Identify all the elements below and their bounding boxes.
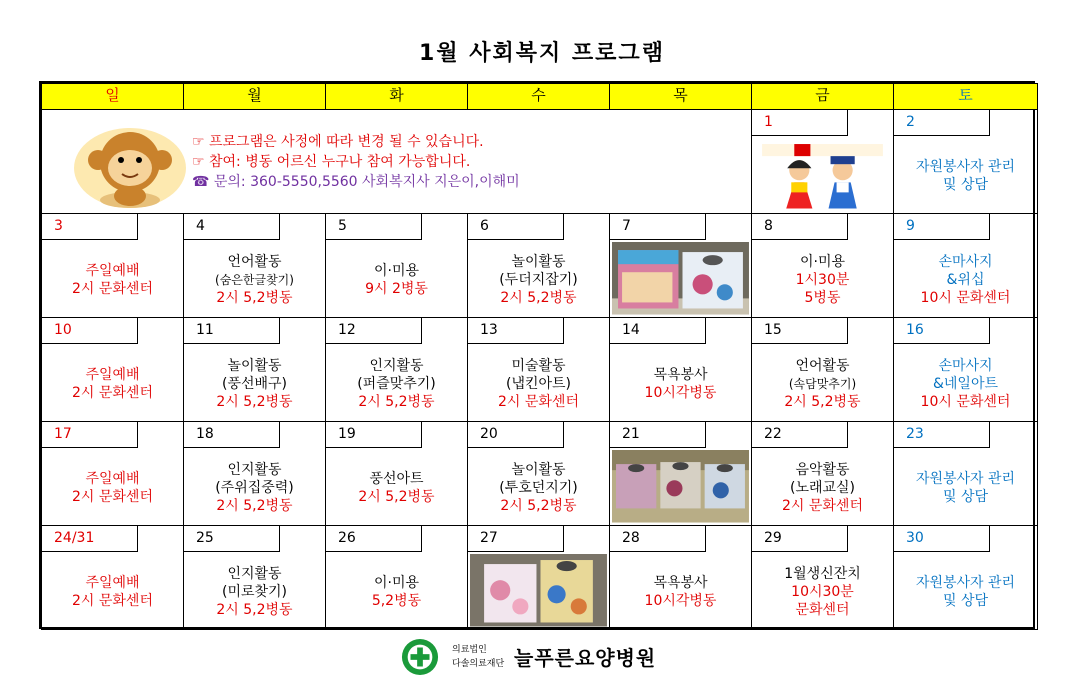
- weekday-sun: 일: [42, 84, 184, 110]
- activity-time: 2시 5,2병동: [216, 393, 293, 410]
- day-cell-1: [752, 110, 894, 214]
- activity-detail: (미로찾기): [221, 583, 288, 600]
- activity-time: 2시 문화센터: [782, 497, 863, 514]
- tissue-box-photo: [612, 450, 749, 523]
- activity-place: 5병동: [804, 289, 841, 306]
- activity-time: 2시 5,2병동: [358, 488, 435, 505]
- day-number: 12: [326, 318, 422, 344]
- day-number: 10: [42, 318, 138, 344]
- day-number: 25: [184, 526, 280, 552]
- activity: 주일예배: [85, 574, 140, 591]
- tissue-box-photo: [612, 242, 749, 315]
- day-number: 21: [610, 422, 706, 448]
- day-number: 20: [468, 422, 564, 448]
- day-cell-12: [326, 318, 468, 422]
- activity-time: 10시 문화센터: [920, 393, 1011, 410]
- day-cell-25: [184, 526, 326, 630]
- weekday-wed: 수: [468, 84, 610, 110]
- day-number: 9: [894, 214, 990, 240]
- activity: 음악활동: [795, 461, 850, 478]
- day-cell-26: [326, 526, 468, 630]
- footer-foundation: 다솔의료재단: [452, 659, 505, 669]
- day-cell-22: [752, 422, 894, 526]
- footer: [0, 632, 1084, 682]
- activity: 언어활동: [227, 253, 282, 270]
- notice-line-1: ☞ 프로그램은 사정에 따라 변경 될 수 있습니다.: [192, 134, 484, 150]
- day-cell-24-31: [42, 526, 184, 630]
- day-cell-18: [184, 422, 326, 526]
- calendar: [39, 81, 1035, 629]
- activity-time: 2시 문화센터: [72, 488, 153, 505]
- day-cell-28: [610, 526, 752, 630]
- day-number: 30: [894, 526, 990, 552]
- day-number: 16: [894, 318, 990, 344]
- day-number: 13: [468, 318, 564, 344]
- activity-place: 5,2병동: [371, 592, 422, 609]
- day-number: 15: [752, 318, 848, 344]
- activity-detail: 및 상담: [942, 176, 989, 193]
- monkey-icon: [70, 116, 190, 210]
- weekday-thu: 목: [610, 84, 752, 110]
- activity: 놀이활동: [511, 253, 566, 270]
- day-cell-27: [468, 526, 610, 630]
- day-number: 6: [468, 214, 564, 240]
- notice-cell: [42, 110, 752, 214]
- day-cell-20: [468, 422, 610, 526]
- day-cell-8: [752, 214, 894, 318]
- activity-place: 문화센터: [795, 601, 850, 618]
- weekday-tue: 화: [326, 84, 468, 110]
- day-cell-21: [610, 422, 752, 526]
- activity: 인지활동: [369, 357, 424, 374]
- new-year-couple-icon: [754, 138, 891, 211]
- activity-detail: 및 상담: [942, 488, 989, 505]
- activity-detail: (퍼즐맞추기): [357, 375, 436, 392]
- weekday-sat: 토: [894, 84, 1038, 110]
- day-number: 4: [184, 214, 280, 240]
- activity: 자원봉사자 관리: [915, 470, 1016, 487]
- activity-detail: (투호던지기): [499, 479, 578, 496]
- activity-time: 2시 5,2병동: [784, 393, 861, 410]
- activity: 이·미용: [373, 574, 420, 591]
- day-number: 26: [326, 526, 422, 552]
- day-number: 2: [894, 110, 990, 136]
- activity-time: 10시각병동: [644, 384, 717, 401]
- activity-detail: 및 상담: [942, 592, 989, 609]
- activity-time: 2시 5,2병동: [216, 289, 293, 306]
- day-cell-5: [326, 214, 468, 318]
- day-cell-15: [752, 318, 894, 422]
- day-cell-30: [894, 526, 1038, 630]
- activity: 목욕봉사: [653, 574, 708, 591]
- hospital-name: 늘푸른요양병원: [514, 646, 657, 670]
- day-number: 8: [752, 214, 848, 240]
- activity: 인지활동: [227, 565, 282, 582]
- day-number: 5: [326, 214, 422, 240]
- day-cell-19: [326, 422, 468, 526]
- activity-time: 2시 5,2병동: [216, 497, 293, 514]
- day-number: 7: [610, 214, 706, 240]
- activity: 놀이활동: [511, 461, 566, 478]
- day-cell-2: [894, 110, 1038, 214]
- activity-time: 10시 문화센터: [920, 289, 1011, 306]
- activity-detail: &네일아트: [932, 375, 998, 392]
- day-number: 11: [184, 318, 280, 344]
- day-number: 1: [752, 110, 848, 136]
- activity: 자원봉사자 관리: [915, 158, 1016, 175]
- tissue-box-photo: [470, 554, 607, 627]
- activity: 자원봉사자 관리: [915, 574, 1016, 591]
- day-number: 17: [42, 422, 138, 448]
- activity-detail: (노래교실): [789, 479, 856, 496]
- day-cell-7: [610, 214, 752, 318]
- activity-time: 1시30분: [795, 271, 850, 288]
- activity: 미술활동: [511, 357, 566, 374]
- day-cell-29: [752, 526, 894, 630]
- activity-detail: (두더지잡기): [499, 271, 578, 288]
- activity-detail: (풍선배구): [221, 375, 288, 392]
- notice-line-2: ☞ 참여: 병동 어르신 누구나 참여 가능합니다.: [192, 154, 471, 170]
- day-number: 18: [184, 422, 280, 448]
- activity-time: 2시 5,2병동: [216, 601, 293, 618]
- activity: 주일예배: [85, 262, 140, 279]
- activity: 언어활동: [795, 357, 850, 374]
- activity-time: 2시 5,2병동: [500, 497, 577, 514]
- day-number: 23: [894, 422, 990, 448]
- weekday-fri: 금: [752, 84, 894, 110]
- activity: 놀이활동: [227, 357, 282, 374]
- weekday-mon: 월: [184, 84, 326, 110]
- day-cell-14: [610, 318, 752, 422]
- activity-time: 10시30분: [791, 583, 854, 600]
- activity: 주일예배: [85, 470, 140, 487]
- day-cell-23: [894, 422, 1038, 526]
- activity: 이·미용: [373, 262, 420, 279]
- activity-time: 10시각병동: [644, 592, 717, 609]
- day-cell-4: [184, 214, 326, 318]
- activity-detail: (속담맞추기): [788, 376, 857, 391]
- day-cell-9: [894, 214, 1038, 318]
- day-number: 3: [42, 214, 138, 240]
- day-number: 29: [752, 526, 848, 552]
- day-cell-13: [468, 318, 610, 422]
- activity: 인지활동: [227, 461, 282, 478]
- activity-time: 2시 문화센터: [72, 280, 153, 297]
- activity: 풍선아트: [369, 470, 424, 487]
- activity: 목욕봉사: [653, 366, 708, 383]
- day-cell-10: [42, 318, 184, 422]
- day-cell-11: [184, 318, 326, 422]
- day-number: 24/31: [42, 526, 138, 552]
- footer-org-type: 의료법인: [452, 645, 487, 655]
- activity-time: 2시 5,2병동: [500, 289, 577, 306]
- notice-line-3: ☎ 문의: 360-5550,5560 사회복지사 지은이,이해미: [192, 174, 520, 190]
- hospital-logo-icon: [401, 638, 439, 676]
- activity: 1월생신잔치: [784, 565, 861, 582]
- activity-time: 2시 문화센터: [72, 592, 153, 609]
- activity: 손마사지: [938, 253, 993, 270]
- activity: 주일예배: [85, 366, 140, 383]
- activity-time: 2시 5,2병동: [358, 393, 435, 410]
- activity-time: 9시 2병동: [365, 280, 428, 297]
- page-title: 1월 사회복지 프로그램: [419, 41, 665, 66]
- day-cell-6: [468, 214, 610, 318]
- activity-time: 2시 문화센터: [72, 384, 153, 401]
- activity: 손마사지: [938, 357, 993, 374]
- activity-detail: (주위집중력): [215, 479, 294, 496]
- day-number: 28: [610, 526, 706, 552]
- day-number: 22: [752, 422, 848, 448]
- day-cell-3: [42, 214, 184, 318]
- activity-detail: (냅킨아트): [505, 375, 572, 392]
- activity-time: 2시 문화센터: [498, 393, 579, 410]
- activity: 이·미용: [799, 253, 846, 270]
- day-cell-16: [894, 318, 1038, 422]
- activity-detail: (숨은한글찾기): [215, 272, 294, 287]
- activity-detail: &위십: [946, 271, 985, 288]
- day-number: 14: [610, 318, 706, 344]
- day-number: 19: [326, 422, 422, 448]
- day-cell-17: [42, 422, 184, 526]
- day-number: 27: [468, 526, 564, 552]
